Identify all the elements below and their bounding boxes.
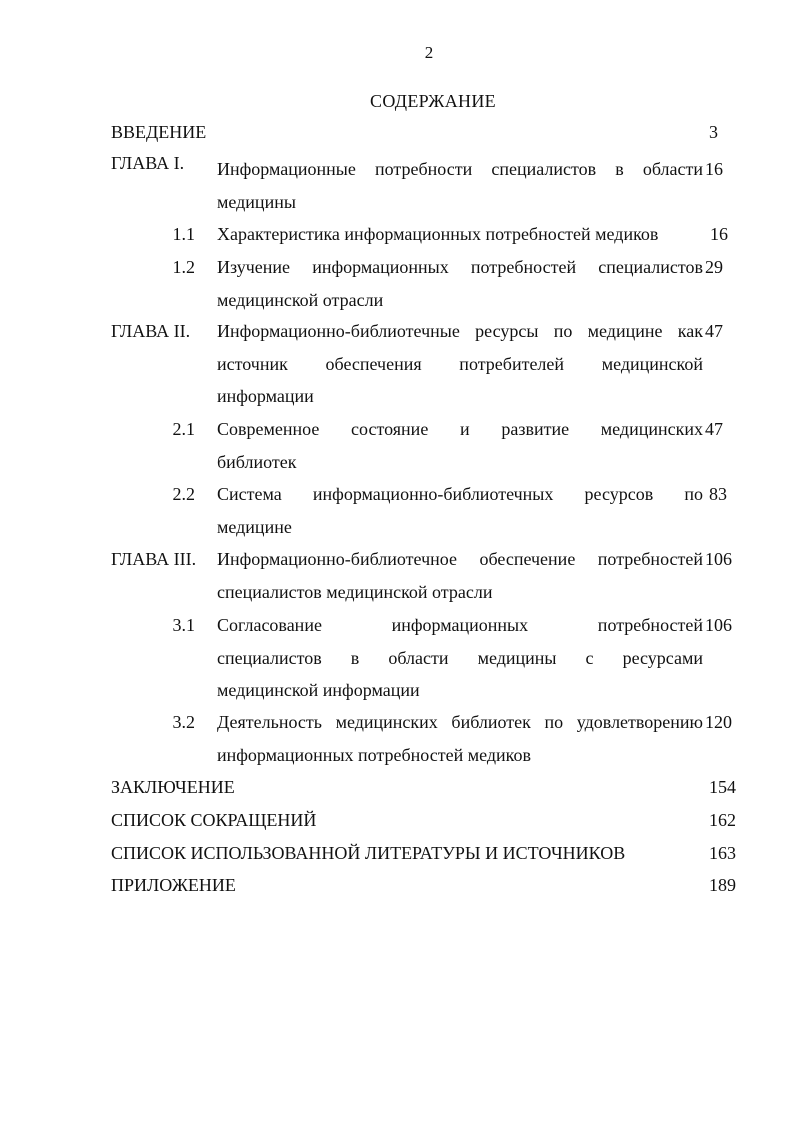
chapter-label: ГЛАВА III. [111,549,197,569]
page-ref: 106 [705,549,732,569]
entry-label: СПИСОК СОКРАЩЕНИЙ [111,810,317,830]
entry-title [217,478,703,543]
page-ref: 83 [709,484,727,504]
entry-title [217,543,703,608]
entry-title [217,315,703,413]
entry-label: ЗАКЛЮЧЕНИЕ [111,777,235,797]
title-line: источник обеспечения потребителей медицинской [217,353,703,374]
page-ref: 189 [709,875,736,895]
title-line: медицинской информации [217,680,420,700]
page-ref: 3 [709,122,718,142]
entry-label: ВВЕДЕНИЕ [111,122,207,142]
title-line: информации [217,386,314,406]
title-line: специалистов в области медицины с ресурсами [217,647,703,668]
page-ref: 163 [709,843,736,863]
title-line: Информационно-библиотечное обеспечение потребностей [217,549,703,569]
entry-title [217,609,703,707]
page-ref: 106 [705,615,732,635]
entry-title [217,251,703,316]
entry-title [217,413,703,478]
chapter-label: ГЛАВА I. [111,153,185,173]
entry-title [217,153,703,218]
title-line: Изучение информационных потребностей специалистов [217,257,703,277]
title-line: Современное состояние и развитие медицинских [217,419,703,439]
section-number: 3.1 [172,615,195,635]
page-ref: 154 [709,777,736,797]
title-line: медицинской отрасли [217,289,384,310]
chapter-label: ГЛАВА II. [111,321,191,341]
page-ref: 120 [705,712,732,732]
page-ref: 16 [710,224,728,244]
title-line: специалистов медицинской отрасли [217,581,493,602]
title-line: библиотек [217,451,297,472]
title-line: медицины [217,191,296,212]
title-line: медицине [217,516,292,537]
page-ref: 162 [709,810,736,830]
title-line: Деятельность медицинских библиотек по удовлетворению [217,712,703,732]
title-line: Согласование информационных потребностей [217,615,703,635]
section-number: 2.1 [172,419,195,439]
section-number: 1.2 [172,257,195,277]
page-ref: 47 [705,321,723,341]
section-number: 2.2 [172,484,195,504]
entry-title [217,706,703,771]
entry-label: СПИСОК ИСПОЛЬЗОВАННОЙ ЛИТЕРАТУРЫ И ИСТОЧНИКОВ [111,843,626,863]
page-number: 2 [424,43,434,62]
title-line: Характеристика информационных потребностей медиков [217,224,659,244]
title-line: информационных потребностей медиков [217,744,531,765]
title-line: Информационные потребности специалистов в области [217,159,703,179]
section-number: 1.1 [172,224,195,244]
page-ref: 47 [705,419,723,439]
section-number: 3.2 [172,712,195,732]
toc-title: СОДЕРЖАНИЕ [370,91,496,111]
page-ref: 29 [705,257,723,277]
entry-title [217,218,703,251]
title-line: Система информационно-библиотечных ресурсов по [217,484,703,504]
entry-label: ПРИЛОЖЕНИЕ [111,875,236,895]
title-line: Информационно-библиотечные ресурсы по медицине как [217,321,703,341]
page-ref: 16 [705,159,723,179]
